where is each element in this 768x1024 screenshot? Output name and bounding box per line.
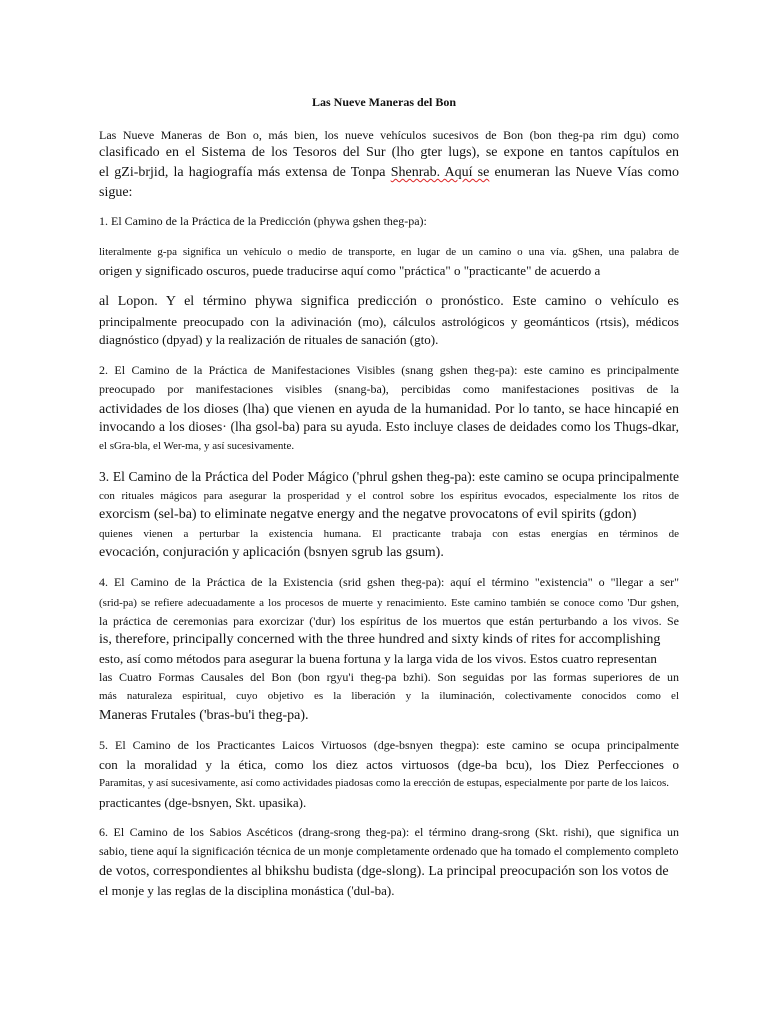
section-line: con la moralidad y la ética, como los diez actos virtuosos (dge-ba bcu), los Diez Perfecciones o [99, 757, 679, 772]
section-line: el monje y las reglas de la disciplina monástica ('dul-ba). [99, 883, 395, 898]
section-line: Paramitas, y así sucesivamente, así como actividades piadosas como la erección de estupas, especialmente por parte de los laicos. [99, 777, 669, 789]
section-line: preocupado por manifestaciones visibles (snang-ba), percibidas como manifestaciones positivas de la [99, 382, 679, 396]
section-line: (srid-pa) se refiere adecuadamente a los procesos de muerte y renacimiento. Este camino también se conoce como 'Dur gshen, [99, 597, 679, 609]
section-line: la práctica de ceremonias para exorcizar ('dur) los espíritus de los muertos que están perturbando a los vivos. Se [99, 614, 679, 628]
section-line: exorcism (sel-ba) to eliminate negatve energy and the negatve provocatons of evil spirits (gdon) [99, 507, 637, 522]
section-line: 2. El Camino de la Práctica de Manifestaciones Visibles (snang gshen theg-pa): este camino es principalmente [99, 363, 679, 377]
section-line: principalmente preocupado con la adivinación (mo), cálculos astrológicos y geománticos (rtsis), médicos [99, 314, 679, 329]
section-line: el sGra-bla, el Wer-ma, y así sucesivamente. [99, 440, 295, 452]
section-line: evocación, conjuración y aplicación (bsnyen sgrub las gsum). [99, 545, 444, 560]
section-line: de votos, correspondientes al bhikshu budista (dge-slong). La principal preocupación son los votos de [99, 864, 669, 879]
section-line: origen y significado oscuros, puede traducirse aquí como "práctica" o "practicante" de acuerdo a [99, 263, 601, 278]
section-line: practicantes (dge-bsnyen, Skt. upasika). [99, 795, 307, 810]
section-heading: 1. El Camino de la Práctica de la Predicción (phywa gshen theg-pa): [99, 214, 427, 228]
spellcheck-underline: Shenrab. Aquí se [390, 165, 490, 180]
section-line: 5. El Camino de los Practicantes Laicos Virtuosos (dge-bsnyen thegpa): este camino se ocupa principalmente [99, 738, 679, 752]
section-line: quienes vienen a perturbar la existencia humana. El practicante trabaja con estas energías en términos de [99, 528, 679, 540]
section-line: esto, así como métodos para asegurar la buena fortuna y la larga vida de los vivos. Estos cuatro representan [99, 651, 657, 666]
section-line: sabio, tiene aquí la significación técnica de un monje completamente ordenado que ha tomado el complemento completo [99, 844, 679, 858]
section-line: 6. El Camino de los Sabios Ascéticos (drang-srong theg-pa): el término drang-srong (Skt. rishi), que significa un [99, 825, 679, 839]
document-title: Las Nueve Maneras del Bon [312, 95, 456, 109]
intro-line: sigue: [99, 185, 133, 200]
intro-text: enumeran las Nueve Vías como [489, 165, 680, 180]
intro-text: el gZi-brjid, la hagiografía más extensa de Tonpa [99, 165, 391, 180]
section-line: 3. El Camino de la Práctica del Poder Mágico ('phrul gshen theg-pa): este camino se ocupa principalmente [99, 469, 679, 484]
section-line: actividades de los dioses (lha) que vienen en ayuda de la humanidad. Por lo tanto, se hace hincapié en [99, 402, 679, 417]
section-line: invocando a los dioses· (lha gsol-ba) para su ayuda. Esto incluye clases de deidades como los Thugs-dkar, [99, 419, 679, 434]
intro-line [99, 165, 679, 180]
section-line: al Lopon. Y el término phywa significa predicción o pronóstico. Este camino o vehículo es [99, 294, 679, 309]
intro-line: Las Nueve Maneras de Bon o, más bien, los nueve vehículos sucesivos de Bon (bon theg-pa rim dgu) como [99, 128, 679, 142]
section-line: Maneras Frutales ('bras-bu'i theg-pa). [99, 708, 309, 723]
intro-line: clasificado en el Sistema de los Tesoros del Sur (lho gter lugs), se expone en tantos capítulos en [99, 145, 679, 160]
section-line: is, therefore, principally concerned with the three hundred and sixty kinds of rites for accomplishing [99, 632, 661, 647]
section-line: 4. El Camino de la Práctica de la Existencia (srid gshen theg-pa): aquí el término "existencia" o "llegar a ser" [99, 575, 679, 589]
section-line: con rituales mágicos para asegurar la prosperidad y el control sobre los espíritus evocados, especialmente los ritos de [99, 490, 679, 502]
section-line: las Cuatro Formas Causales del Bon (bon rgyu'i theg-pa bzhi). Son seguidas por las formas superiores de un [99, 670, 679, 684]
section-line: más naturaleza espiritual, cuyo objetivo es la liberación y la iluminación, colectivamente conocidos como el [99, 690, 679, 702]
section-line: diagnóstico (dpyad) y la realización de rituales de sanación (gto). [99, 332, 439, 347]
section-line: literalmente g-pa significa un vehículo o medio de transporte, en lugar de un camino o una vía. gShen, una palabra de [99, 246, 679, 258]
